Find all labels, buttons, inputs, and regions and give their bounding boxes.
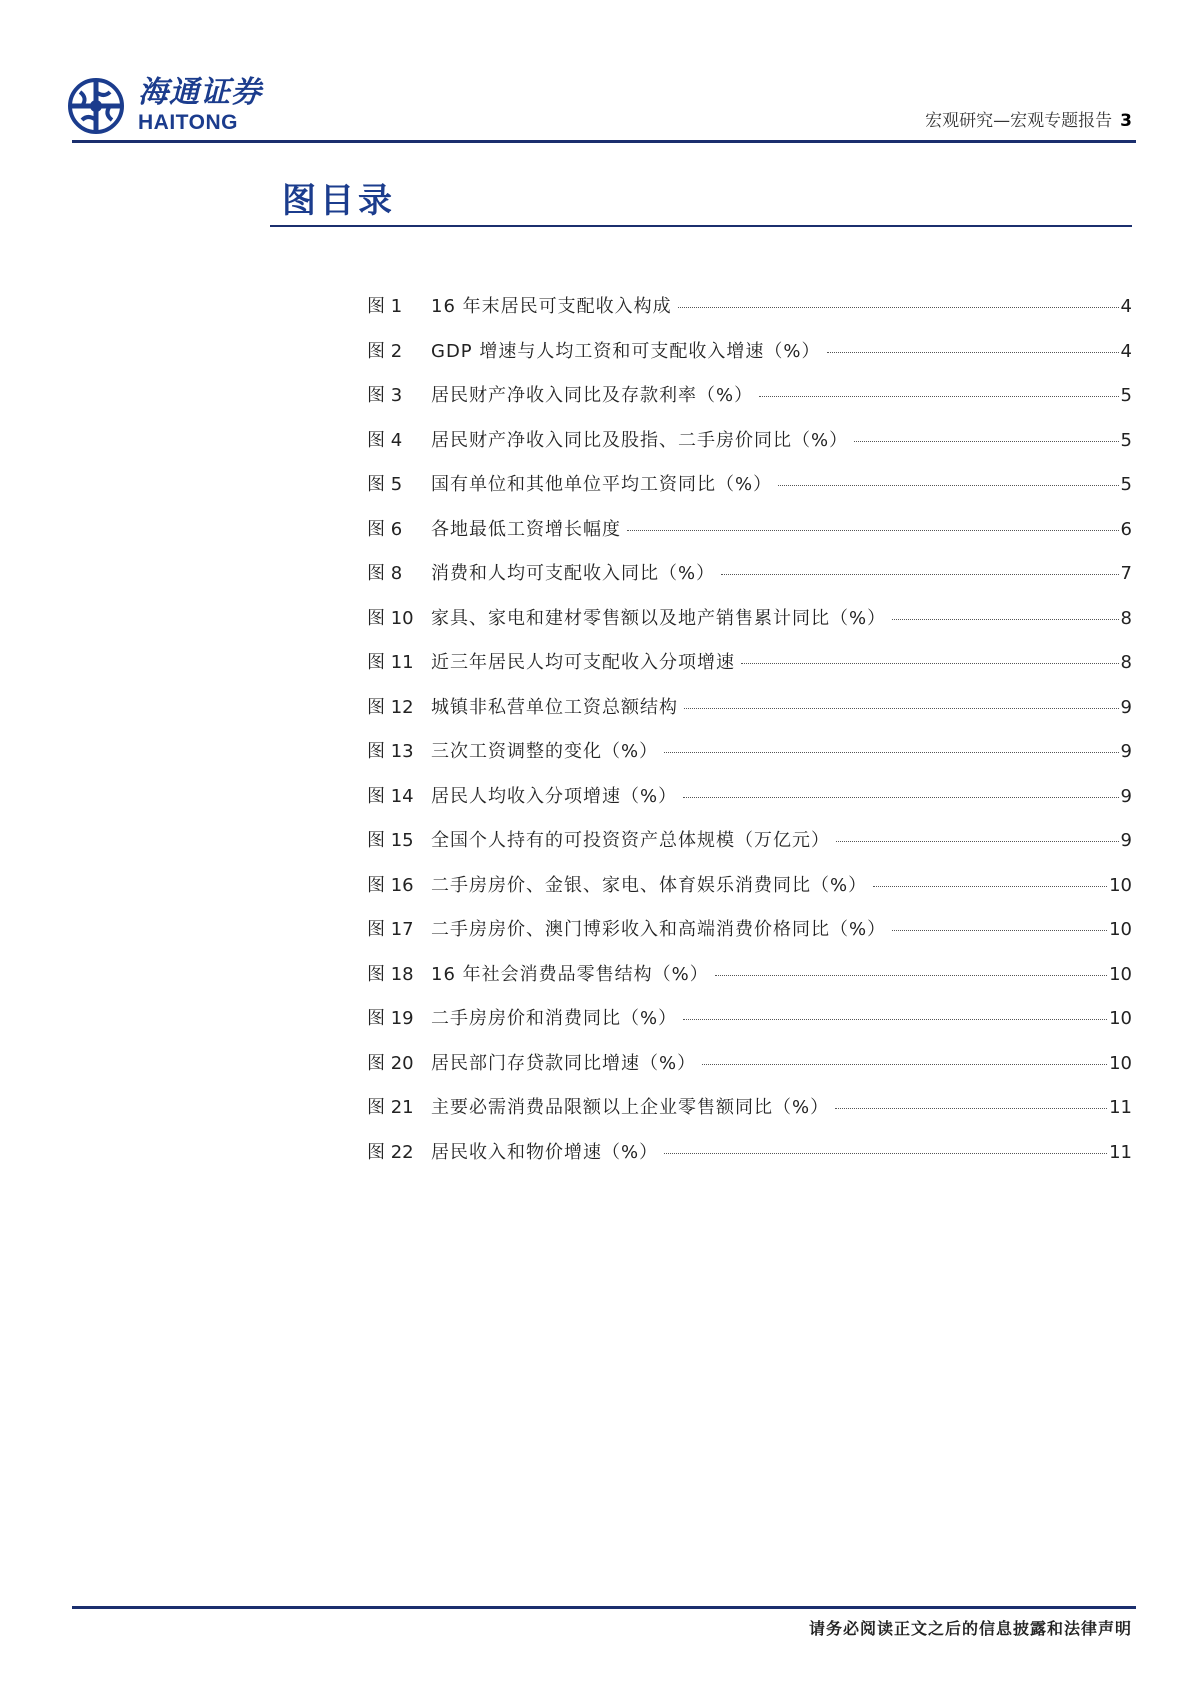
toc-entry-number: 图 17 [367,919,414,940]
toc-entry-title: 16 年社会消费品零售结构（%） [431,963,709,985]
toc-dot-leader [721,574,1118,575]
toc-entry-number: 图 3 [367,385,403,406]
toc-entry-page: 8 [1120,652,1132,673]
toc-entry-page: 7 [1120,563,1132,584]
toc-entry-page: 5 [1120,385,1132,406]
toc-dot-leader [715,975,1107,976]
toc-dot-leader [664,752,1118,753]
toc-dot-leader [684,708,1119,709]
logo-english-name: HAITONG [138,111,238,134]
toc-entry[interactable] [367,385,1132,430]
toc-entry-number: 图 8 [367,563,403,584]
toc-entry-title: 二手房房价、金银、家电、体育娱乐消费同比（%） [431,874,868,896]
toc-entry-title: 居民人均收入分项增速（%） [431,785,678,807]
toc-entry-page: 10 [1109,1008,1132,1029]
toc-dot-leader [664,1153,1107,1154]
toc-entry-number: 图 18 [367,963,414,985]
toc-entry[interactable] [367,296,1132,341]
toc-entry-title: GDP 增速与人均工资和可支配收入增速（%） [431,340,821,362]
toc-dot-leader [854,441,1118,442]
toc-dot-leader [683,1019,1107,1020]
toc-entry-number: 图 21 [367,1097,414,1118]
toc-dot-leader [627,530,1119,531]
toc-entry-page: 8 [1120,607,1132,629]
toc-entry-page: 9 [1120,830,1132,851]
toc-entry-title: 国有单位和其他单位平均工资同比（%） [431,474,773,495]
toc-entry[interactable] [367,563,1132,608]
toc-entry-title: 居民财产净收入同比及存款利率（%） [431,385,754,406]
running-header [925,110,1132,132]
toc-dot-leader [892,930,1107,931]
footer-disclaimer: 请务必阅读正文之后的信息披露和法律声明 [808,1619,1132,1638]
company-logo [68,76,268,136]
toc-entry-number: 图 20 [367,1052,414,1074]
toc-entry-page: 10 [1109,919,1132,940]
toc-entry-title: 二手房房价和消费同比（%） [431,1008,678,1029]
page-title: 图目录 [282,181,396,221]
toc-entry-number: 图 14 [367,785,414,807]
header-divider [72,140,1136,143]
toc-entry-title: 近三年居民人均可支配收入分项增速 [431,652,735,673]
toc-entry[interactable] [367,1097,1132,1142]
toc-entry-page: 9 [1120,696,1132,718]
toc-entry-page: 5 [1120,474,1132,495]
toc-entry[interactable] [367,697,1132,742]
toc-entry-title: 城镇非私营单位工资总额结构 [431,696,678,718]
toc-entry[interactable] [367,1008,1132,1053]
toc-entry[interactable] [367,652,1132,697]
toc-entry-title: 居民收入和物价增速（%） [431,1141,659,1163]
toc-entry-number: 图 2 [367,340,403,362]
toc-entry[interactable] [367,875,1132,920]
toc-entry[interactable] [367,786,1132,831]
toc-entry-page: 11 [1109,1097,1132,1118]
toc-entry-title: 二手房房价、澳门博彩收入和高端消费价格同比（%） [431,919,887,940]
toc-dot-leader [759,396,1118,397]
toc-entry-number: 图 19 [367,1008,414,1029]
toc-entry-page: 5 [1120,429,1132,451]
toc-entry-number: 图 10 [367,607,414,629]
toc-entry-title: 居民财产净收入同比及股指、二手房价同比（%） [431,429,849,451]
toc-entry[interactable] [367,474,1132,519]
toc-entry-title: 三次工资调整的变化（%） [431,741,659,762]
toc-dot-leader [836,841,1119,842]
toc-entry-page: 10 [1109,1052,1132,1074]
toc-entry-number: 图 5 [367,474,403,495]
haitong-logo-icon [68,78,124,134]
toc-entry-title: 16 年末居民可支配收入构成 [431,296,672,317]
toc-dot-leader [678,307,1119,308]
footer-divider [72,1606,1136,1609]
toc-entry-number: 图 15 [367,830,414,851]
toc-entry[interactable] [367,1053,1132,1098]
toc-dot-leader [741,663,1119,664]
toc-entry[interactable] [367,608,1132,653]
toc-entry-page: 4 [1120,340,1132,362]
toc-dot-leader [892,619,1118,620]
page-number: 3 [1120,111,1132,131]
toc-entry-title: 各地最低工资增长幅度 [431,518,621,540]
toc-entry[interactable] [367,1142,1132,1187]
toc-entry-page: 4 [1120,296,1132,317]
toc-entry-title: 全国个人持有的可投资资产总体规模（万亿元） [431,830,830,851]
toc-entry-number: 图 11 [367,652,414,673]
toc-entry-number: 图 22 [367,1141,414,1163]
toc-entry-page: 10 [1109,963,1132,985]
toc-dot-leader [778,485,1118,486]
toc-entry-number: 图 13 [367,741,414,762]
logo-chinese-name: 海通证券 [138,75,262,110]
toc-entry-number: 图 12 [367,696,414,718]
toc-entry[interactable] [367,741,1132,786]
toc-entry-page: 9 [1120,741,1132,762]
toc-entry-number: 图 16 [367,874,414,896]
toc-dot-leader [702,1064,1107,1065]
title-divider [270,225,1132,227]
toc-entry[interactable] [367,919,1132,964]
toc-dot-leader [683,797,1118,798]
toc-dot-leader [873,886,1107,887]
toc-entry-page: 9 [1120,785,1132,807]
toc-entry-number: 图 6 [367,518,403,540]
toc-entry-number: 图 4 [367,429,403,451]
toc-entry[interactable] [367,341,1132,386]
toc-entry[interactable] [367,430,1132,475]
toc-entry-page: 11 [1109,1141,1132,1163]
report-type: 宏观研究—宏观专题报告 [925,111,1113,131]
toc-dot-leader [827,352,1119,353]
toc-entry[interactable] [367,964,1132,1009]
toc-entry-title: 消费和人均可支配收入同比（%） [431,563,716,584]
toc-entry-page: 10 [1109,874,1132,896]
toc-dot-leader [835,1108,1107,1109]
toc-entry[interactable] [367,830,1132,875]
toc-entry[interactable] [367,519,1132,564]
toc-entry-title: 主要必需消费品限额以上企业零售额同比（%） [431,1097,830,1118]
toc-entry-number: 图 1 [367,296,403,317]
toc-entry-title: 家具、家电和建材零售额以及地产销售累计同比（%） [431,607,887,629]
toc-entry-page: 6 [1120,518,1132,540]
toc-entry-title: 居民部门存贷款同比增速（%） [431,1052,697,1074]
figure-toc-list [367,296,1132,1186]
